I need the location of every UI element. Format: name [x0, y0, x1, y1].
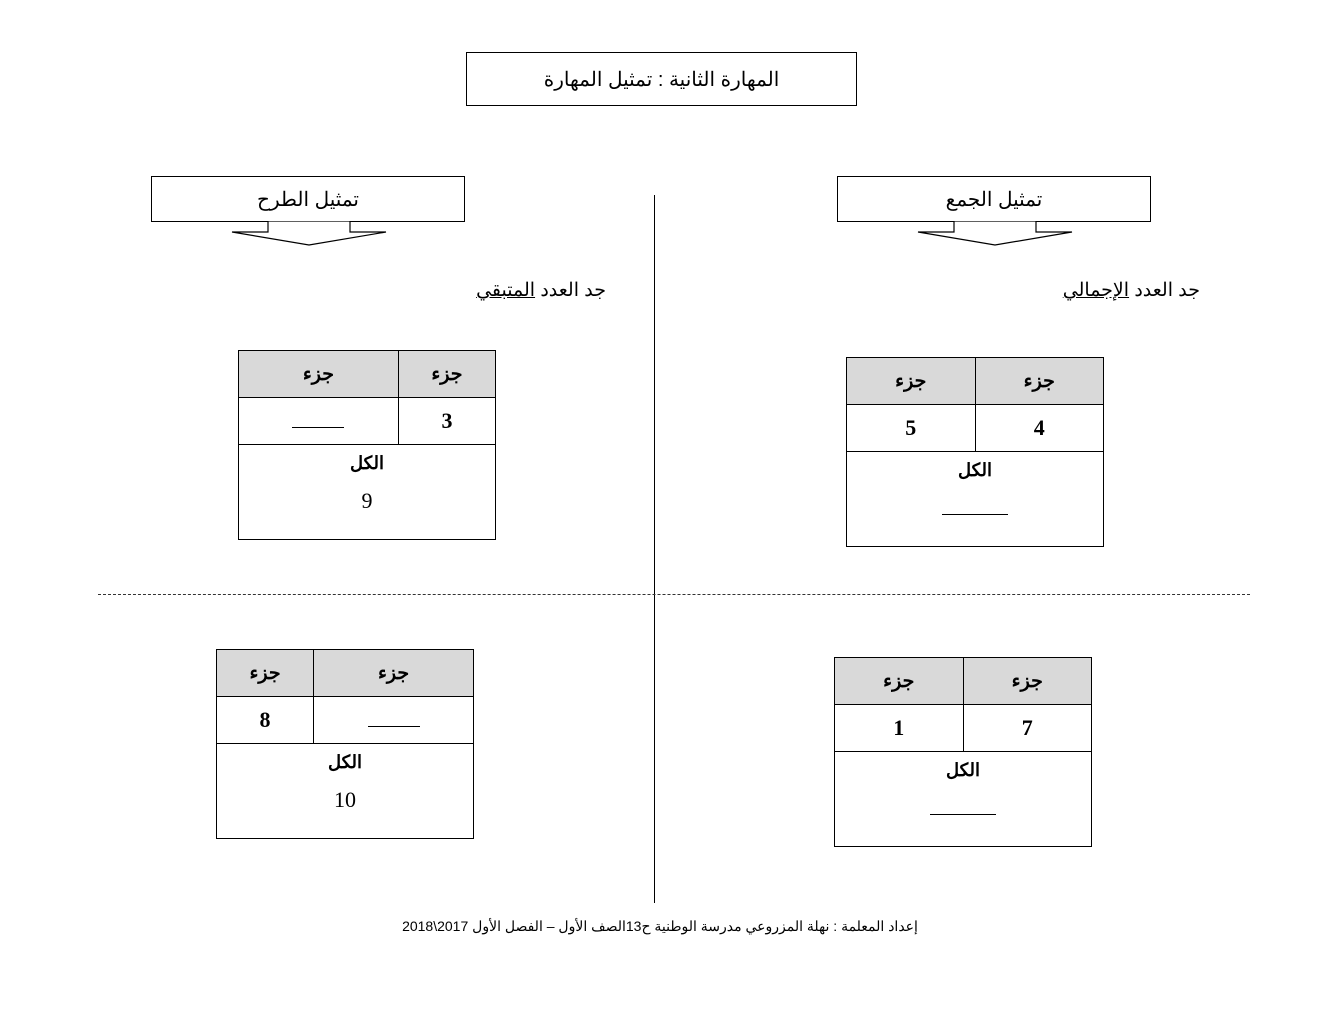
whole-cell[interactable] [835, 752, 1092, 847]
answer-blank[interactable] [942, 500, 1008, 515]
part-whole-table-sub1 [238, 350, 496, 540]
answer-blank[interactable] [368, 712, 420, 727]
addition-down-arrow-icon [915, 221, 1075, 247]
footer-credit: إعداد المعلمة : نهلة المزروعي مدرسة الوطنية ح13الصف الأول – الفصل الأول 2017\2018 [402, 918, 918, 934]
part-value: 4 [975, 405, 1104, 452]
part-value: 7 [963, 705, 1092, 752]
part-blank[interactable] [239, 398, 399, 445]
whole-value: 9 [361, 488, 373, 513]
subtraction-keyword: المتبقي [476, 280, 536, 301]
whole-label: الكل [349, 453, 385, 473]
whole-label: الكل [327, 752, 363, 772]
part-blank[interactable] [314, 697, 474, 744]
page-title-box [466, 52, 857, 106]
whole-cell[interactable] [847, 452, 1104, 547]
part-value: 8 [217, 697, 314, 744]
part-header: جزء [975, 358, 1104, 405]
answer-blank[interactable] [292, 413, 344, 428]
part-value: 3 [398, 398, 495, 445]
part-whole-table-add2 [834, 657, 1092, 847]
part-header: جزء [398, 351, 495, 398]
addition-instruction: جد العدد الإجمالي [1062, 280, 1200, 301]
part-value: 1 [835, 705, 964, 752]
page-title: المهارة الثانية : تمثيل المهارة [543, 68, 780, 91]
subtraction-label: تمثيل الطرح [257, 188, 359, 211]
part-header: جزء [217, 650, 314, 697]
addition-label: تمثيل الجمع [945, 188, 1043, 211]
part-value: 5 [847, 405, 976, 452]
part-header: جزء [847, 358, 976, 405]
part-header: جزء [239, 351, 399, 398]
part-whole-table-add1 [846, 357, 1104, 547]
whole-cell [239, 445, 496, 540]
part-header: جزء [835, 658, 964, 705]
whole-cell [217, 744, 474, 839]
addition-keyword: الإجمالي [1062, 280, 1130, 301]
part-whole-table-sub2 [216, 649, 474, 839]
part-header: جزء [314, 650, 474, 697]
whole-value: 10 [334, 787, 356, 812]
vertical-divider [654, 195, 655, 903]
whole-label: الكل [945, 760, 981, 780]
subtraction-down-arrow-icon [229, 221, 389, 247]
horizontal-divider [98, 594, 1250, 595]
whole-label: الكل [957, 460, 993, 480]
part-header: جزء [963, 658, 1092, 705]
subtraction-instruction: جد العدد المتبقي [476, 280, 606, 301]
answer-blank[interactable] [930, 800, 996, 815]
subtraction-label-box [151, 176, 465, 222]
addition-label-box [837, 176, 1151, 222]
